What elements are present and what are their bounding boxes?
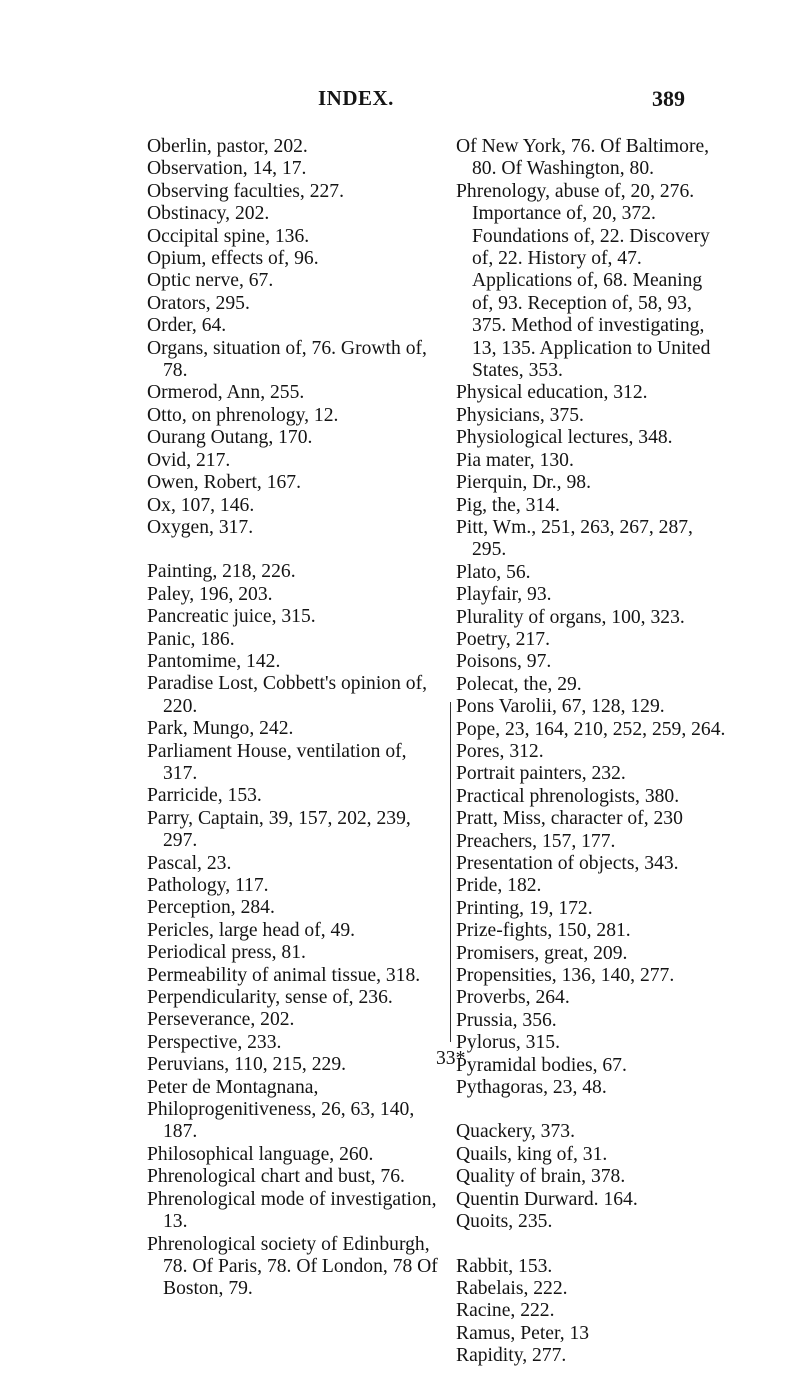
index-entry: Pythagoras, 23, 48. bbox=[456, 1077, 607, 1099]
index-entry: Optic nerve, 67. bbox=[147, 270, 274, 292]
index-entry: Phrenological chart and bust, 76. bbox=[147, 1166, 405, 1188]
index-entry: Order, 64. bbox=[147, 315, 227, 337]
right-index-column bbox=[456, 136, 728, 1368]
index-entry: Practical phrenologists, 380. bbox=[456, 785, 680, 807]
index-entry: Pierquin, Dr., 98. bbox=[456, 472, 591, 494]
index-entry: Parricide, 153. bbox=[147, 785, 262, 807]
section-gap bbox=[456, 1099, 728, 1121]
index-entry: Rapidity, 277. bbox=[456, 1345, 567, 1367]
index-entry: Phrenological society of Edinburgh, 78. Of Paris, 78. Of London, 78 Of Boston, 79. bbox=[147, 1233, 438, 1300]
index-entry: Organs, situation of, 76. Growth of, 78. bbox=[147, 337, 427, 382]
section-gap bbox=[147, 539, 439, 561]
index-entry: Quentin Durward. 164. bbox=[456, 1188, 638, 1210]
index-entry: Pyramidal bodies, 67. bbox=[456, 1054, 627, 1076]
index-entry: Pericles, large head of, 49. bbox=[147, 919, 356, 941]
index-entry: Observing faculties, 227. bbox=[147, 180, 344, 202]
running-title: INDEX. bbox=[318, 86, 394, 110]
index-entry: Plurality of organs, 100, 323. bbox=[456, 606, 685, 628]
index-entry: Pratt, Miss, character of, 230 bbox=[456, 808, 683, 830]
index-entry: Pantomime, 142. bbox=[147, 650, 281, 672]
index-entry: Pancreatic juice, 315. bbox=[147, 606, 316, 628]
index-entry: Occipital spine, 136. bbox=[147, 225, 310, 247]
index-entry: Observation, 14, 17. bbox=[147, 158, 307, 180]
index-entry: Quackery, 373. bbox=[456, 1121, 575, 1143]
index-entry: Poisons, 97. bbox=[456, 651, 552, 673]
signature-mark: 33* bbox=[436, 1048, 466, 1069]
index-entry: Pride, 182. bbox=[456, 875, 542, 897]
index-entry: Physicians, 375. bbox=[456, 404, 584, 426]
index-entry: Park, Mungo, 242. bbox=[147, 718, 294, 740]
index-entry: Pons Varolii, 67, 128, 129. bbox=[456, 696, 665, 718]
index-entry: Oxygen, 317. bbox=[147, 516, 254, 538]
index-entry: Promisers, great, 209. bbox=[456, 942, 628, 964]
index-entry: Rabbit, 153. bbox=[456, 1255, 553, 1277]
index-entry: Quails, king of, 31. bbox=[456, 1143, 608, 1165]
index-entry: Playfair, 93. bbox=[456, 584, 552, 606]
page-header bbox=[0, 86, 800, 116]
index-entry: Permeability of animal tissue, 318. bbox=[147, 964, 421, 986]
index-entry: Plato, 56. bbox=[456, 561, 531, 583]
index-entry: Pascal, 23. bbox=[147, 852, 232, 874]
index-entry: Ramus, Peter, 13 bbox=[456, 1322, 590, 1344]
index-entry: Perspective, 233. bbox=[147, 1031, 282, 1053]
index-entry: Proverbs, 264. bbox=[456, 987, 570, 1009]
index-entry: Phrenology, abuse of, 20, 276. Importance of, 20, 372. Foundations of, 22. Discovery of, 22. History of, 47. Applications of, 68. Meaning of, 93. Reception of, 58, 93, 375. Method of investigating, 13, 135. Application to United States, 353. bbox=[456, 180, 711, 382]
index-entry: Ox, 107, 146. bbox=[147, 494, 255, 516]
index-entry: Pope, 23, 164, 210, 252, 259, 264. bbox=[456, 718, 726, 740]
index-entry: Preachers, 157, 177. bbox=[456, 830, 616, 852]
page-number: 389 bbox=[652, 86, 685, 111]
column-divider bbox=[450, 702, 451, 1042]
index-entry: Pores, 312. bbox=[456, 740, 544, 762]
section-gap bbox=[456, 1234, 728, 1256]
index-entry: Perseverance, 202. bbox=[147, 1009, 295, 1031]
index-entry: Philoprogenitiveness, 26, 63, 140, 187. bbox=[147, 1099, 415, 1143]
index-entry: Ormerod, Ann, 255. bbox=[147, 382, 305, 404]
index-entry: Pylorus, 315. bbox=[456, 1032, 560, 1054]
index-entry: Portrait painters, 232. bbox=[456, 763, 626, 785]
index-entry: Phrenological mode of investigation, 13. bbox=[147, 1188, 437, 1233]
index-entry: Obstinacy, 202. bbox=[147, 203, 270, 225]
index-entry: Prussia, 356. bbox=[456, 1009, 557, 1031]
index-entry: Presentation of objects, 343. bbox=[456, 853, 679, 874]
index-entry: Panic, 186. bbox=[147, 628, 235, 650]
index-entry: Philosophical language, 260. bbox=[147, 1143, 374, 1165]
index-entry: Perception, 284. bbox=[147, 897, 275, 919]
index-entry: Peruvians, 110, 215, 229. bbox=[147, 1054, 347, 1076]
index-entry: Quoits, 235. bbox=[456, 1211, 553, 1233]
index-entry: Prize-fights, 150, 281. bbox=[456, 920, 631, 942]
index-entry: Parliament House, ventilation of, 317. bbox=[147, 740, 407, 784]
index-entry: Parry, Captain, 39, 157, 202, 239, 297. bbox=[147, 807, 411, 852]
index-entry: Poetry, 217. bbox=[456, 628, 550, 650]
index-entry: Opium, effects of, 96. bbox=[147, 248, 319, 270]
index-entry: Rabelais, 222. bbox=[456, 1277, 568, 1299]
index-entry: Paley, 196, 203. bbox=[147, 583, 273, 605]
index-entry: Ourang Outang, 170. bbox=[147, 427, 313, 449]
index-entry: Pathology, 117. bbox=[147, 875, 269, 896]
index-entry: Perpendicularity, sense of, 236. bbox=[147, 987, 393, 1009]
index-entry: Orators, 295. bbox=[147, 292, 250, 314]
index-entry: Oberlin, pastor, 202. bbox=[147, 136, 308, 157]
index-entry: Of New York, 76. Of Baltimore, 80. Of Washington, 80. bbox=[456, 136, 710, 180]
index-entry: Racine, 222. bbox=[456, 1300, 555, 1322]
index-entry: Propensities, 136, 140, 277. bbox=[456, 965, 675, 987]
index-entry: Physiological lectures, 348. bbox=[456, 427, 673, 449]
index-entry: Periodical press, 81. bbox=[147, 942, 306, 964]
index-entry: Pig, the, 314. bbox=[456, 494, 560, 516]
index-entry: Painting, 218, 226. bbox=[147, 561, 296, 583]
index-entry: Peter de Montagnana, bbox=[147, 1076, 319, 1098]
index-entry: Ovid, 217. bbox=[147, 449, 231, 471]
index-entry: Pitt, Wm., 251, 263, 267, 287, 295. bbox=[456, 516, 693, 561]
index-entry: Pia mater, 130. bbox=[456, 449, 574, 471]
index-entry: Physical education, 312. bbox=[456, 382, 648, 404]
index-entry: Quality of brain, 378. bbox=[456, 1166, 626, 1188]
index-entry: Owen, Robert, 167. bbox=[147, 472, 302, 494]
index-entry: Polecat, the, 29. bbox=[456, 673, 582, 695]
left-index-column bbox=[147, 136, 439, 1301]
index-entry: Otto, on phrenology, 12. bbox=[147, 404, 339, 426]
index-entry: Paradise Lost, Cobbett's opinion of, 220. bbox=[147, 673, 427, 717]
index-entry: Printing, 19, 172. bbox=[456, 897, 593, 919]
